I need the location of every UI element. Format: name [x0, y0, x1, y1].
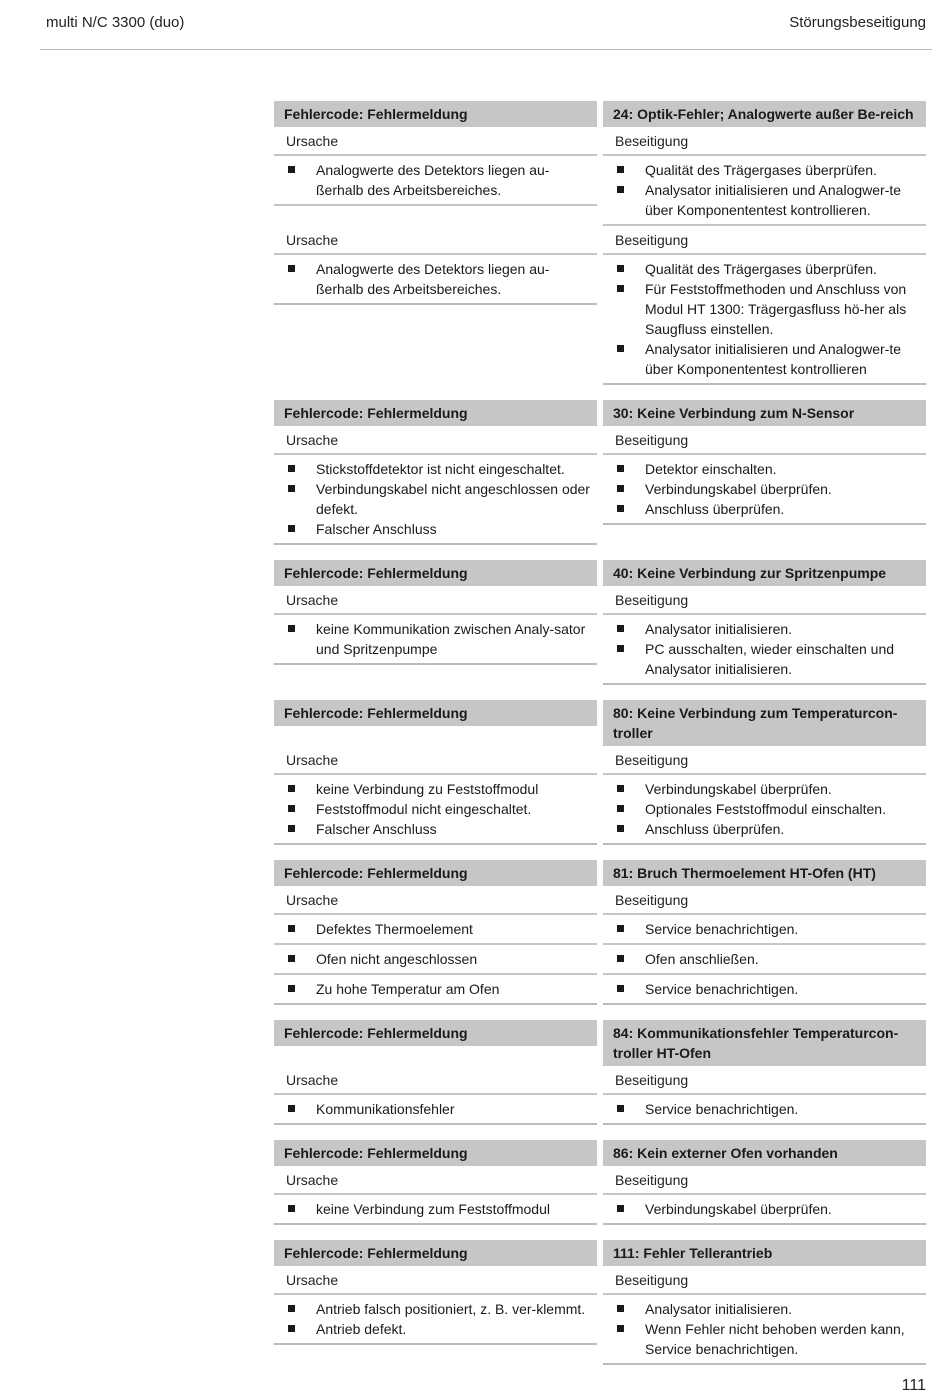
error-table: [274, 101, 926, 385]
error-title: 80: Keine Verbindung zum Temperaturcon-troller: [603, 700, 926, 746]
fix-item: Analysator initialisieren und Analogwer-te über Komponententest kontrollieren: [615, 339, 920, 379]
cause-cell: [274, 975, 597, 1005]
fix-label: Beseitigung: [603, 426, 926, 455]
cause-cell: [274, 775, 597, 845]
fix-item: Anschluss überprüfen.: [615, 819, 920, 839]
fix-label: Beseitigung: [603, 1166, 926, 1195]
cause-cell: [274, 615, 597, 665]
error-table: [274, 860, 926, 1005]
fix-item: Analysator initialisieren.: [615, 619, 920, 639]
fix-item: Anschluss überprüfen.: [615, 499, 920, 519]
fix-item: Verbindungskabel überprüfen.: [615, 1199, 920, 1219]
cause-cell: [274, 1295, 597, 1345]
cause-label: Ursache: [274, 426, 597, 455]
error-table: [274, 700, 926, 845]
fix-label: Beseitigung: [603, 746, 926, 775]
fix-item: Qualität des Trägergases überprüfen.: [615, 160, 920, 180]
cause-item: keine Verbindung zu Feststoffmodul: [286, 779, 591, 799]
fix-cell: [603, 455, 926, 525]
cause-label: Ursache: [274, 746, 597, 775]
error-title: 40: Keine Verbindung zur Spritzenpumpe: [603, 560, 926, 586]
error-title: 24: Optik-Fehler; Analogwerte außer Be-reich: [603, 101, 926, 127]
error-table: [274, 1140, 926, 1225]
cause-item: Kommunikationsfehler: [286, 1099, 591, 1119]
fix-item: Analysator initialisieren und Analogwer-te über Komponententest kontrollieren.: [615, 180, 920, 220]
cause-label: Ursache: [274, 586, 597, 615]
error-title: 111: Fehler Tellerantrieb: [603, 1240, 926, 1266]
cause-label: Ursache: [274, 886, 597, 915]
fix-item: PC ausschalten, wieder einschalten und Analysator initialisieren.: [615, 639, 920, 679]
cause-item: Falscher Anschluss: [286, 519, 591, 539]
error-table: [274, 1240, 926, 1365]
fix-label: Beseitigung: [603, 886, 926, 915]
cause-item: Antrieb defekt.: [286, 1319, 591, 1339]
code-header-label: Fehlercode: Fehlermeldung: [274, 860, 597, 886]
cause-item: Ofen nicht angeschlossen: [286, 949, 591, 969]
fix-cell: [603, 255, 926, 385]
fix-item: Optionales Feststoffmodul einschalten.: [615, 799, 920, 819]
fix-item: Verbindungskabel überprüfen.: [615, 479, 920, 499]
header-divider: [40, 49, 932, 50]
fix-item: Ofen anschließen.: [615, 949, 920, 969]
cause-cell: [274, 1195, 597, 1225]
error-title: 81: Bruch Thermoelement HT-Ofen (HT): [603, 860, 926, 886]
error-table: [274, 1020, 926, 1125]
fix-cell: [603, 775, 926, 845]
cause-cell: [274, 455, 597, 545]
fix-cell: [603, 1295, 926, 1365]
fix-item: Qualität des Trägergases überprüfen.: [615, 259, 920, 279]
fix-cell: [603, 1195, 926, 1225]
cause-item: Analogwerte des Detektors liegen au-ßerhalb des Arbeitsbereiches.: [286, 160, 591, 200]
fix-label: Beseitigung: [603, 1266, 926, 1295]
error-title: 30: Keine Verbindung zum N-Sensor: [603, 400, 926, 426]
cause-item: Zu hohe Temperatur am Ofen: [286, 979, 591, 999]
fix-cell: [603, 1095, 926, 1125]
cause-label: Ursache: [274, 226, 597, 255]
cause-label: Ursache: [274, 1266, 597, 1295]
cause-cell: [274, 156, 597, 206]
fix-item: Service benachrichtigen.: [615, 1099, 920, 1119]
page-number: 111: [901, 1377, 926, 1394]
fix-item: Wenn Fehler nicht behoben werden kann, Service benachrichtigen.: [615, 1319, 920, 1359]
cause-item: Stickstoffdetektor ist nicht eingeschaltet.: [286, 459, 591, 479]
cause-item: Falscher Anschluss: [286, 819, 591, 839]
fix-cell: [603, 615, 926, 685]
cause-item: Verbindungskabel nicht angeschlossen oder defekt.: [286, 479, 591, 519]
error-title: 86: Kein externer Ofen vorhanden: [603, 1140, 926, 1166]
cause-cell: [274, 1095, 597, 1125]
cause-cell: [274, 255, 597, 305]
fix-item: Für Feststoffmethoden und Anschluss von Modul HT 1300: Trägergasfluss hö-her als Saugfluss einstellen.: [615, 279, 920, 339]
cause-cell: [274, 915, 597, 945]
code-header-label: Fehlercode: Fehlermeldung: [274, 560, 597, 586]
cause-item: Feststoffmodul nicht eingeschaltet.: [286, 799, 591, 819]
fix-item: Service benachrichtigen.: [615, 979, 920, 999]
fix-cell: [603, 156, 926, 226]
fix-label: Beseitigung: [603, 226, 926, 255]
code-header-label: Fehlercode: Fehlermeldung: [274, 101, 597, 127]
cause-item: keine Kommunikation zwischen Analy-sator und Spritzenpumpe: [286, 619, 591, 659]
fix-item: Service benachrichtigen.: [615, 919, 920, 939]
error-table: [274, 560, 926, 685]
fix-cell: [603, 915, 926, 945]
fix-item: Verbindungskabel überprüfen.: [615, 779, 920, 799]
fix-item: Analysator initialisieren.: [615, 1299, 920, 1319]
fix-cell: [603, 945, 926, 975]
fix-label: Beseitigung: [603, 127, 926, 156]
cause-cell: [274, 945, 597, 975]
cause-item: Analogwerte des Detektors liegen au-ßerhalb des Arbeitsbereiches.: [286, 259, 591, 299]
code-header-label: Fehlercode: Fehlermeldung: [274, 1020, 597, 1046]
running-header-section: Störungsbeseitigung: [789, 14, 926, 31]
code-header-label: Fehlercode: Fehlermeldung: [274, 1240, 597, 1266]
fix-item: Detektor einschalten.: [615, 459, 920, 479]
code-header-label: Fehlercode: Fehlermeldung: [274, 700, 597, 726]
fix-label: Beseitigung: [603, 1066, 926, 1095]
code-header-label: Fehlercode: Fehlermeldung: [274, 1140, 597, 1166]
cause-item: Defektes Thermoelement: [286, 919, 591, 939]
code-header-label: Fehlercode: Fehlermeldung: [274, 400, 597, 426]
fix-label: Beseitigung: [603, 586, 926, 615]
running-header-title: multi N/C 3300 (duo): [46, 14, 185, 31]
error-title: 84: Kommunikationsfehler Temperaturcon-troller HT-Ofen: [603, 1020, 926, 1066]
error-code-tables: [274, 101, 926, 1380]
cause-item: Antrieb falsch positioniert, z. B. ver-klemmt.: [286, 1299, 591, 1319]
cause-item: keine Verbindung zum Feststoffmodul: [286, 1199, 591, 1219]
cause-label: Ursache: [274, 127, 597, 156]
cause-label: Ursache: [274, 1066, 597, 1095]
error-table: [274, 400, 926, 545]
fix-cell: [603, 975, 926, 1005]
cause-label: Ursache: [274, 1166, 597, 1195]
